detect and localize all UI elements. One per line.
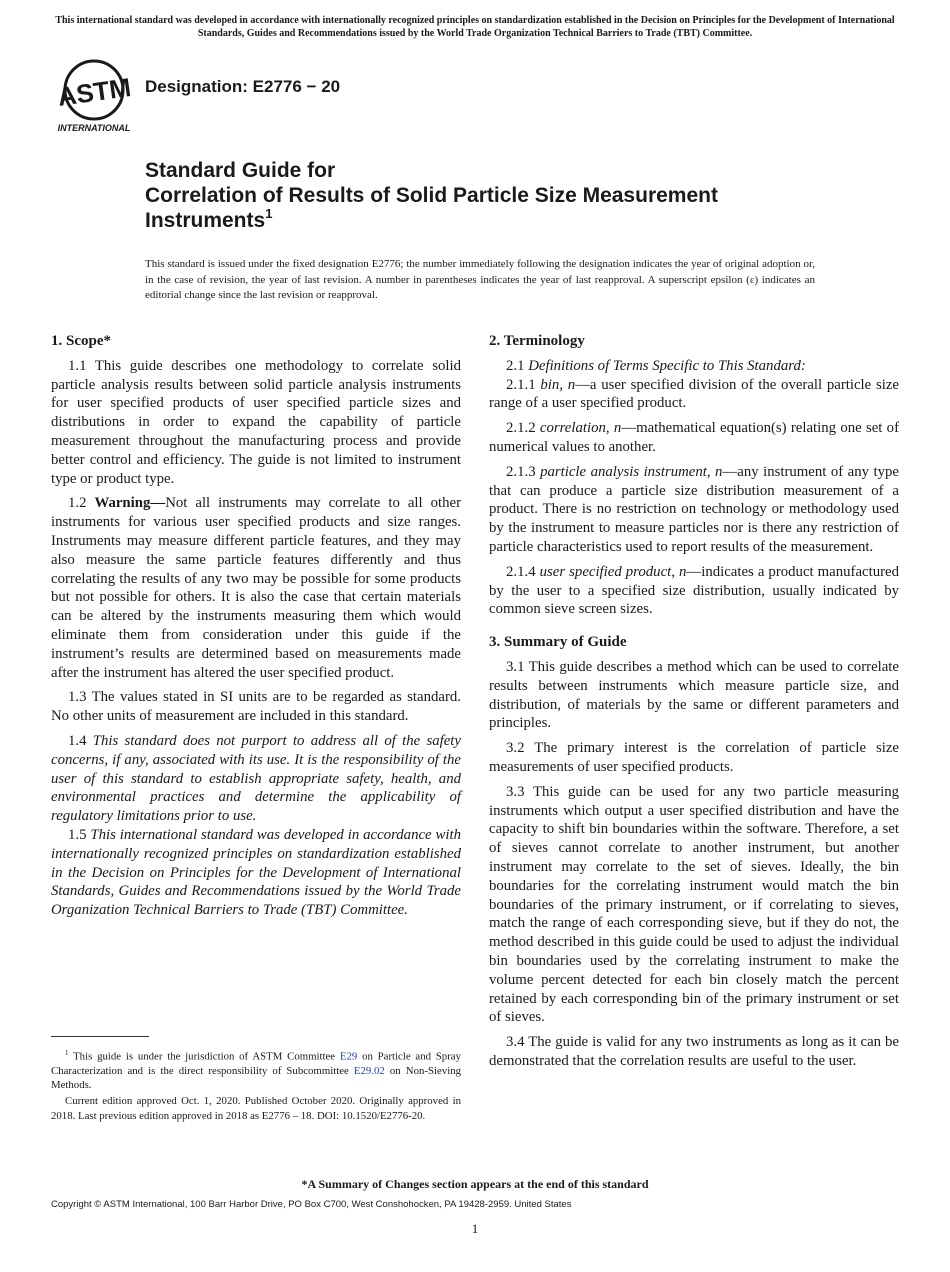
definition-user-specified-product: [489, 563, 899, 619]
summary-heading: 3. Summary of Guide: [489, 634, 627, 651]
scope-heading: 1. Scope*: [51, 333, 111, 349]
paragraph-2-1-number: 2.1: [506, 357, 529, 374]
definition-bin-number: 2.1.1: [506, 376, 541, 393]
paragraph-1-2: [51, 494, 461, 682]
header-notice: This international standard was developed in accordance with internationally recognized principles on standardization established in the Decision on Principles for the Development of International Standards, Guides and Recommendations issued by the World Trade Organization Technical Barriers to Trade (TBT) Committee.: [55, 15, 895, 39]
paragraph-1-1: 1.1 This guide describes one methodology to correlate solid particle analysis results between solid particle analysis instruments for user specified products of user specified particle sizes and distributions in order to expand the capability of particle measurement throughout the manufacturing process and provide better control and efficiency. The guide is not limited to instrument type or product type.: [51, 357, 461, 487]
paragraph-1-4-text: This standard does not purport to address all of the safety concerns, if any, associated with its use. It is the responsibility of the user of this standard to establish appropriate safety, health, and environmental practices and determine the applicability of regulatory limitations prior to use.: [51, 732, 461, 825]
footnotes: [51, 1046, 461, 1125]
definition-correlation-text: —mathematical equation(s) relating one set of numerical values to another.: [489, 420, 900, 455]
astm-logo: [52, 56, 136, 136]
logo-international-text: INTERNATIONAL: [57, 123, 131, 133]
paragraph-1-5-number: 1.5: [68, 826, 91, 843]
title-footnote-mark: 1: [265, 206, 273, 221]
footnote-divider: [51, 1036, 149, 1037]
definition-instrument-text: —any instrument of any type that can produce a particle size distribution measurement of a product. There is no restriction on technology or methodology used by the instrument to measure particles nor is there any restriction of particle characteristics used to report results of the measurement.: [489, 463, 899, 555]
paragraph-1-2-number: 1.2: [68, 495, 95, 512]
definition-instrument-number: 2.1.3: [506, 463, 541, 480]
page-number: 1: [471, 1221, 479, 1236]
title-line-3-text: Instruments: [145, 209, 266, 232]
subcommittee-e29-02-link[interactable]: E29.02: [353, 1064, 385, 1077]
paragraph-3-3: 3.3 This guide can be used for any two particle measuring instruments which output a user specified distribution and have the capacity to shift bin boundaries within the software. Therefore, a set of sieves cannot correlate to another instrument, but another instrument may correlate to the set of sieves. Ideally, the bin boundaries for the correlating instrument would match the bin boundaries of the primary instrument, or if correlating to sieves, match the range of each corresponding sieve, but if they do not, the method described in this guide could be used to adjust the individual bin boundaries used by the correlating instrument to make the volume percent detected for each bin closely match the percent retained by each corresponding bin of the primary instrument or set of sieves.: [489, 783, 899, 1026]
definition-product-term: user specified product, n: [539, 563, 687, 580]
definition-correlation-term: correlation, n: [539, 420, 622, 437]
paragraph-1-5: [51, 826, 461, 920]
definition-product-text: —indicates a product manufactured by the user to a specified size distribution, usually indicated by common sieve screen sizes.: [489, 563, 900, 618]
right-column: [489, 332, 899, 1077]
left-column: [51, 332, 461, 926]
paragraph-2-1: [489, 357, 899, 376]
paragraph-3-1: 3.1 This guide describes a method which can be used to correlate results between instruments which measure particle size, and distribution, of materials by the same or different parameters and principles.: [489, 658, 899, 732]
definition-particle-analysis-instrument: [489, 463, 899, 557]
svg-text:ASTM: ASTM: [55, 71, 133, 112]
document-title: [145, 158, 865, 233]
paragraph-1-5-text: This international standard was developed in accordance with internationally recognized principles on standardization established in the Decision on Principles for the Development of International Standards, Guides and Recommendations issued by the World Trade Organization Technical Barriers to Trade (TBT) Committee.: [51, 826, 461, 919]
footnote-edition: Current edition approved Oct. 1, 2020. Published October 2020. Originally approved in 2018. Last previous edition approved in 2018 as E2776 – 18. DOI: 10.1520/E2776-20.: [51, 1095, 461, 1122]
definition-product-number: 2.1.4: [506, 563, 540, 580]
definition-instrument-term: particle analysis instrument, n: [540, 463, 723, 480]
paragraph-1-4: [51, 732, 461, 826]
footnote-mark: 1: [65, 1049, 69, 1057]
footnote-1-part-a: This guide is under the jurisdiction of ASTM Committee: [68, 1050, 340, 1063]
summary-of-changes-note: *A Summary of Changes section appears at the end of this standard: [301, 1177, 649, 1191]
definition-bin-text: —a user specified division of the overall particle size range of a user specified product.: [489, 376, 899, 412]
paragraph-3-4: 3.4 The guide is valid for any two instruments as long as it can be demonstrated that the correlation results are useful to the user.: [489, 1034, 899, 1069]
committee-e29-link[interactable]: E29: [339, 1050, 358, 1063]
title-line-2: Correlation of Results of Solid Particle Size Measurement: [145, 184, 718, 207]
warning-label: Warning—: [94, 495, 166, 512]
paragraph-2-1-text: Definitions of Terms Specific to This Standard:: [528, 357, 806, 374]
copyright-line: Copyright © ASTM International, 100 Barr Harbor Drive, PO Box C700, West Conshohocken, PA 19428-2959. United States: [51, 1199, 572, 1210]
paragraph-1-4-number: 1.4: [68, 732, 93, 749]
terminology-heading: 2. Terminology: [489, 333, 585, 349]
definition-bin: [489, 376, 899, 414]
definition-correlation-number: 2.1.2: [506, 420, 540, 437]
footnote-1-part-c: on Non-Sieving Methods.: [51, 1064, 461, 1092]
designation: Designation: E2776 − 20: [145, 77, 341, 96]
title-line-1: Standard Guide for: [145, 159, 336, 182]
paragraph-1-3: 1.3 The values stated in SI units are to be regarded as standard. No other units of measurement are included in this standard.: [51, 689, 461, 725]
paragraph-3-2: 3.2 The primary interest is the correlation of particle size measurements of user specified products.: [489, 740, 899, 775]
footnote-1: [51, 1046, 461, 1092]
paragraph-1-2-text: Not all instruments may correlate to all other instruments for various user specified products and size ranges. Instruments may measure different particle features, and they may also measure the same particle features differently and thus correlating the results of any two may be possible for some products but not possible for others. It is also the case that certain materials can be altered by the instruments measuring them which would eliminate them from consideration under this guide if the instrument’s results are determined based on measurements made after the instrument has altered the user specified product.: [51, 495, 461, 681]
intro-paragraph: This standard is issued under the fixed designation E2776; the number immediately following the designation indicates the year of original adoption or, in the case of revision, the year of last revision. A number in parentheses indicates the year of last reapproval. A superscript epsilon (ε) indicates an editorial change since the last revision or reapproval.: [145, 258, 815, 301]
footnote-1-part-b: on Particle and Spray Characterization and is the direct responsibility of Subcommittee: [51, 1050, 461, 1077]
title-line-3: [145, 208, 865, 233]
definition-bin-term: bin, n: [540, 376, 576, 393]
definition-correlation: [489, 419, 899, 457]
